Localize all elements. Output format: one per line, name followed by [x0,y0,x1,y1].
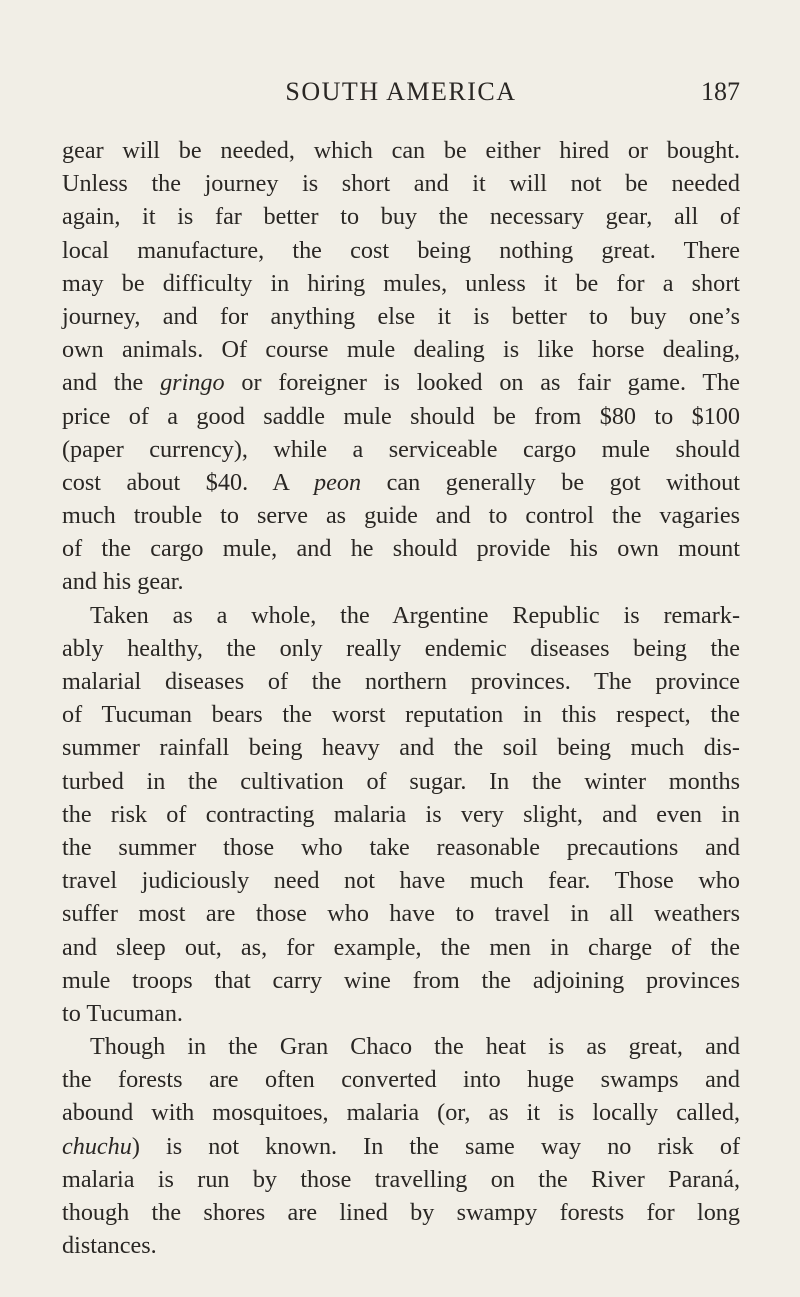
text-line [62,1096,740,1129]
text-line [62,433,740,466]
text-segment: much trouble to serve as guide and to control the vagaries [62,502,740,530]
text-segment: of Tucuman bears the worst reputation in this respect, the [62,701,740,729]
text-line [62,1063,740,1096]
text-line [62,1030,740,1063]
text-segment: ) is not known. In the same way no risk of [131,1132,740,1160]
text-line [62,167,740,200]
text-line [62,366,740,399]
text-line [62,200,740,233]
text-segment: Taken as a whole, the Argentine Republic is remark- [90,601,740,629]
text-line [62,698,740,731]
text-segment: turbed in the cultivation of sugar. In the winter months [62,767,740,795]
text-segment: to Tucuman. [62,999,183,1027]
text-line [62,134,740,167]
text-line [62,964,740,997]
text-segment: cost about $40. A [62,468,315,496]
text-line [62,466,740,499]
text-segment: the summer those who take reasonable precautions and [62,833,740,861]
text-line [62,300,740,333]
text-segment: again, it is far better to buy the necessary gear, all of [62,203,740,231]
text-segment: though the shores are lined by swampy forests for long [62,1199,740,1226]
body-text [62,134,740,1262]
text-line [62,1130,740,1163]
text-line [62,864,740,897]
text-line [62,1163,740,1196]
text-segment: or foreigner is looked on as fair game. The [224,369,740,397]
text-line [62,267,740,300]
text-segment: mule troops that carry wine from the adjoining provinces [62,966,740,994]
text-line [62,599,740,632]
text-segment: malarial diseases of the northern provinces. The province [62,668,740,695]
italic-word: peon [314,468,362,496]
text-line [62,831,740,864]
text-line [62,897,740,930]
text-segment: own animals. Of course mule dealing is like horse dealing, [62,336,740,364]
text-segment: journey, and for anything else it is better to buy one’s [62,302,740,330]
text-segment: malaria is run by those travelling on the River Paraná, [62,1165,740,1193]
text-line [62,565,740,598]
text-line [62,400,740,433]
text-line [62,1196,740,1229]
text-line [62,632,740,665]
text-line [62,532,740,565]
text-segment: distances. [62,1232,157,1260]
text-segment: the forests are often converted into huge swamps and [62,1066,740,1094]
text-segment: of the cargo mule, and he should provide his own mount [62,535,740,563]
text-line [62,931,740,964]
page-number: 187 [701,77,740,106]
text-line [62,499,740,532]
text-segment: (paper currency), while a serviceable cargo mule should [62,435,740,463]
text-segment: Though in the Gran Chaco the heat is as great, and [90,1033,740,1061]
text-line [62,765,740,798]
text-segment: gear will be needed, which can be either hired or bought. [62,137,740,164]
text-segment: abound with mosquitoes, malaria (or, as it is locally called, [62,1099,740,1127]
text-segment: price of a good saddle mule should be from $80 to $100 [62,402,740,430]
text-line [62,234,740,267]
text-segment: local manufacture, the cost being nothing great. There [62,236,740,264]
text-segment: the risk of contracting malaria is very slight, and even in [62,800,740,828]
text-line [62,665,740,698]
text-segment: suffer most are those who have to travel in all weathers [62,900,740,928]
text-segment: summer rainfall being heavy and the soil being much dis- [62,734,740,762]
text-line [62,798,740,831]
text-segment: Unless the journey is short and it will not be needed [62,170,740,198]
text-segment: travel judiciously need not have much fear. Those who [62,867,740,895]
text-segment: and sleep out, as, for example, the men in charge of the [62,933,740,961]
text-line [62,731,740,764]
italic-word: chuchu [62,1132,132,1160]
text-line [62,333,740,366]
text-segment: can generally be got without [361,468,740,496]
running-title: SOUTH AMERICA [285,77,517,106]
text-line [62,1229,740,1262]
text-segment: and his gear. [62,568,184,596]
text-segment: ably healthy, the only really endemic diseases being the [62,634,740,662]
running-head [62,72,740,112]
text-segment: and the [62,369,161,397]
text-segment: may be difficulty in hiring mules, unless it be for a short [62,269,740,297]
italic-word: gringo [160,369,225,397]
text-line [62,997,740,1030]
